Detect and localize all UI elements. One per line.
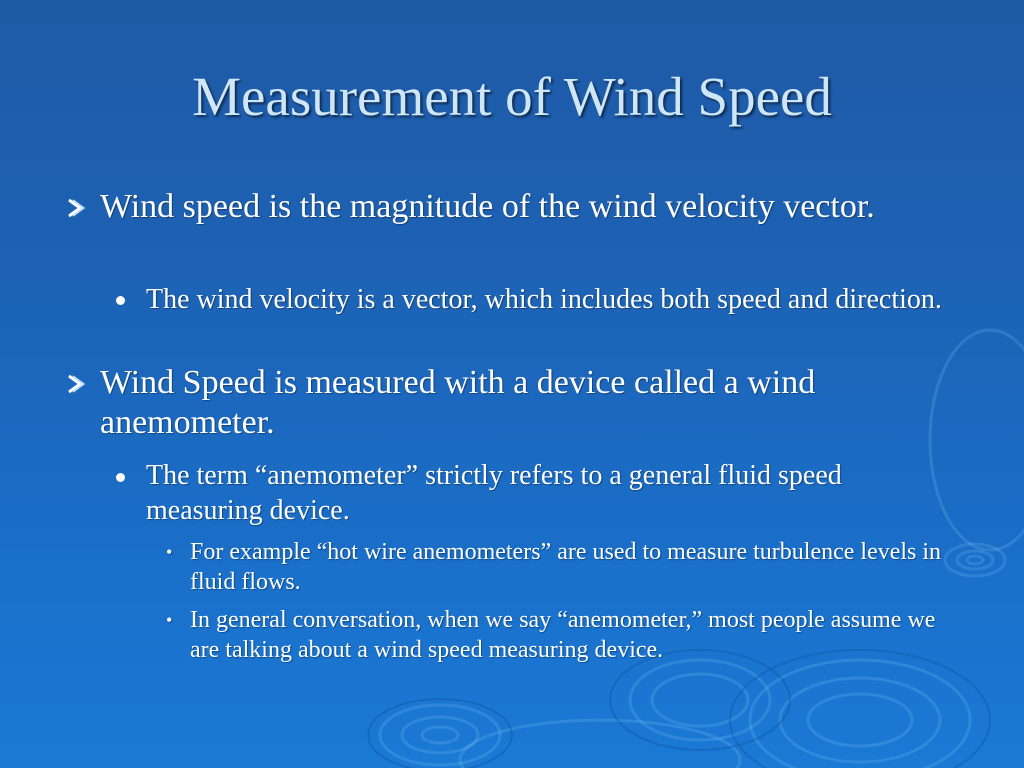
bullet-item: Wind speed is the magnitude of the wind velocity vector. (100, 188, 875, 225)
slide-title: Measurement of Wind Speed (192, 66, 832, 127)
bullet-item: The wind velocity is a vector, which includes both speed and direction. (146, 284, 942, 315)
bullet-item: In general conversation, when we say “anemometer,” most people assume we are talking about a wind speed measuring device. (190, 607, 936, 663)
dot-bullet-icon (116, 473, 125, 482)
arrow-bullet-icon (64, 197, 86, 219)
small-dot-bullet-icon: • (166, 610, 173, 630)
arrow-bullet-icon (64, 373, 86, 395)
bullet-item: For example “hot wire anemometers” are used to measure turbulence levels in fluid flows. (190, 539, 942, 595)
bullet-item: The term “anemometer” strictly refers to a general fluid speed measuring device. (146, 460, 842, 526)
bullet-item: Wind Speed is measured with a device called a wind anemometer. (100, 364, 816, 441)
dot-bullet-icon (116, 296, 125, 305)
small-dot-bullet-icon: • (166, 542, 173, 562)
